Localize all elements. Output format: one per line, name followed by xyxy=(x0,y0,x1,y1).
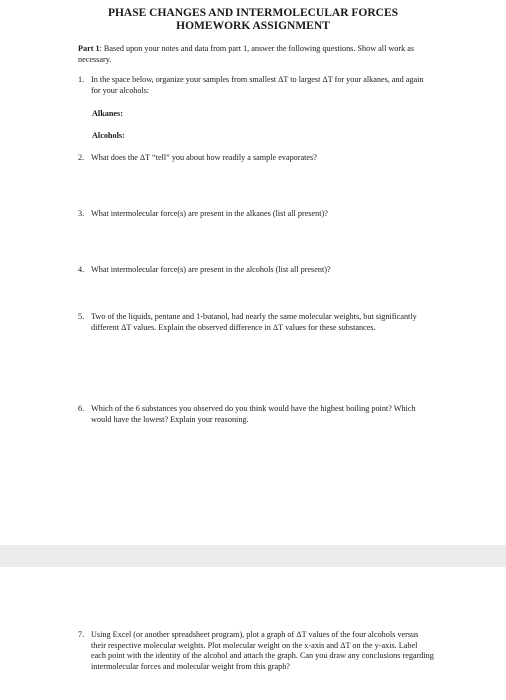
question-text: In the space below, organize your samples from smallest ΔT to largest ΔT for your alkanes, and again for your alcohols: xyxy=(91,75,424,95)
part-label: Part 1 xyxy=(78,44,100,53)
question-text: Two of the liquids, pentane and 1-butanol, had nearly the same molecular weights, but significantly different ΔT values. Explain the observed difference in ΔT values for these substances. xyxy=(91,312,417,332)
question-number: 6. xyxy=(78,404,85,413)
question-4 xyxy=(78,265,434,276)
alcohols-label: Alcohols: xyxy=(92,131,125,140)
question-number: 5. xyxy=(78,312,85,321)
question-number: 7. xyxy=(78,630,85,639)
question-number: 3. xyxy=(78,209,85,218)
question-text: Which of the 6 substances you observed do you think would have the highest boiling point? Which would have the lowest? Explain your reasoning. xyxy=(91,404,416,424)
question-7 xyxy=(78,630,434,672)
question-number: 1. xyxy=(78,75,85,84)
question-1 xyxy=(78,75,434,96)
page-title-line2: HOMEWORK ASSIGNMENT xyxy=(176,20,330,32)
worksheet-page-2 xyxy=(0,567,506,700)
question-text: What intermolecular force(s) are present in the alcohols (list all present)? xyxy=(91,265,331,274)
part-instructions-text: : Based upon your notes and data from part 1, answer the following questions. Show all work as necessary. xyxy=(78,44,415,64)
question-5 xyxy=(78,312,434,333)
question-text: What intermolecular force(s) are present in the alkanes (list all present)? xyxy=(91,209,328,218)
question-number: 4. xyxy=(78,265,85,274)
part1-instructions xyxy=(78,44,438,65)
question-3 xyxy=(78,209,434,220)
question-text: What does the ΔT “tell” you about how readily a sample evaporates? xyxy=(91,153,317,162)
question-6 xyxy=(78,404,434,425)
question-number: 2. xyxy=(78,153,85,162)
alkanes-label: Alkanes: xyxy=(92,109,123,118)
question-2 xyxy=(78,153,434,164)
page-title-line1: PHASE CHANGES AND INTERMOLECULAR FORCES xyxy=(107,7,399,19)
question-text: Using Excel (or another spreadsheet program), plot a graph of ΔT values of the four alcohols versus their respective molecular weights. Plot molecular weight on the x-axis and ΔT on the y-axis. Label each point with the identity of the alcohol and attach the graph. Can you draw any conclusions regarding intermolecular forces and molecular weight from this graph? xyxy=(91,630,434,671)
